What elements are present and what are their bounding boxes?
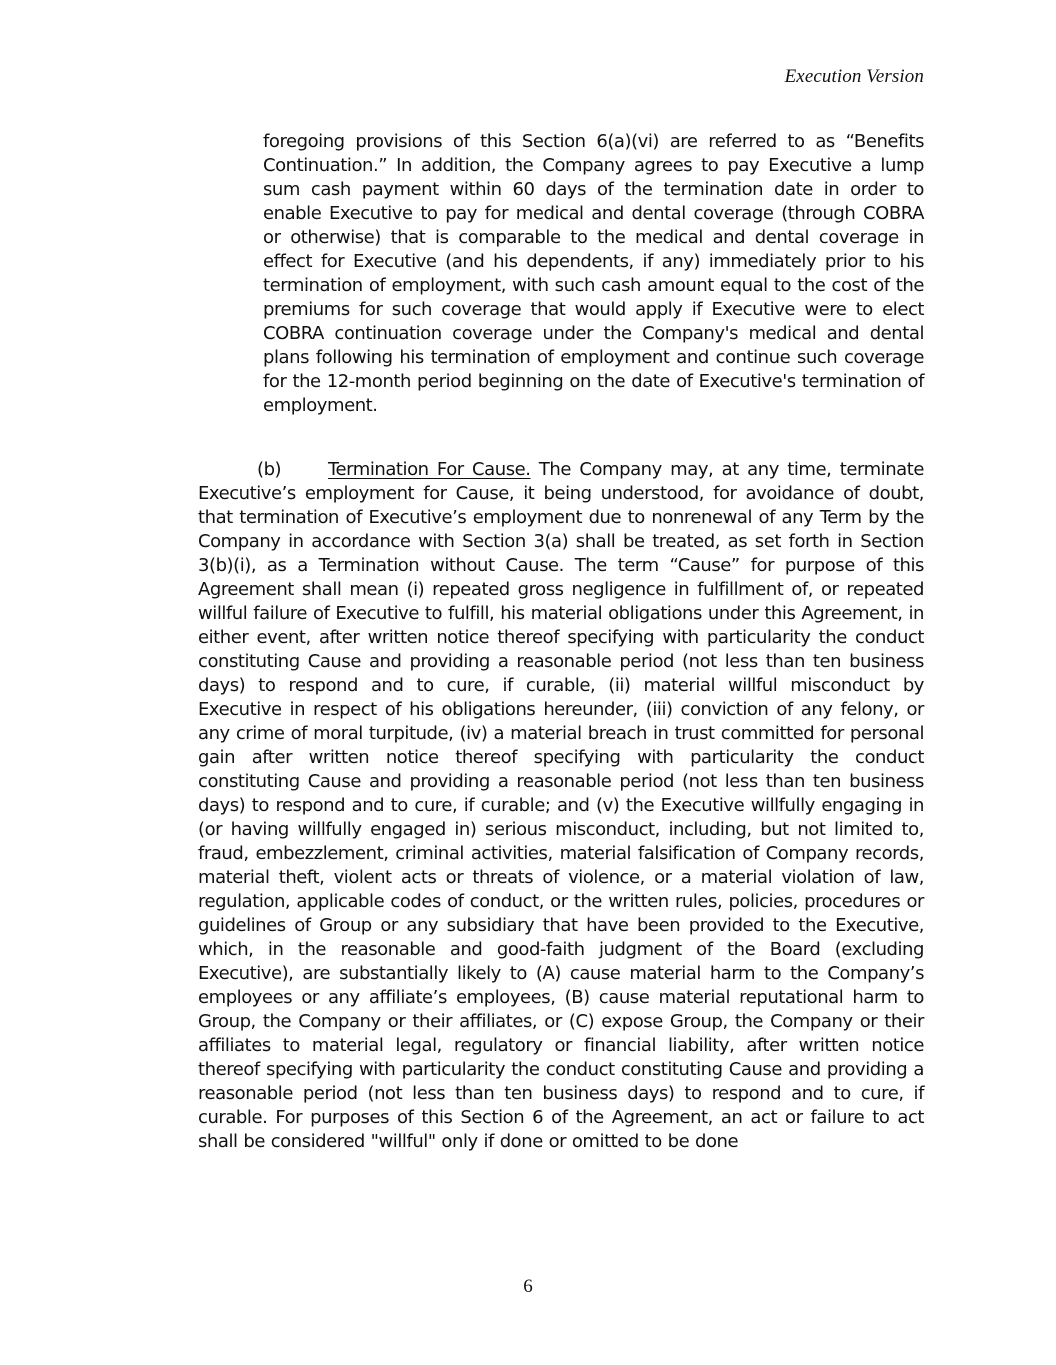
page-number: 6 (523, 1276, 533, 1297)
section-b-heading: Termination For Cause. (328, 459, 531, 480)
section-b-text: The Company may, at any time, terminate Executive’s employment for Cause, it being understood, for avoidance of doubt, that termination of Executive’s employment due to nonrenewal of any Term by the Company in accordance with Section 3(a) shall be treated, as set forth in Section 3(b)(i), as a Termination without Cause. The term “Cause” for purpose of this Agreement shall mean (i) repeated gross negligence in fulfillment of, or repeated willful failure of Executive to fulfill, his material obligations under this Agreement, in either event, after written notice thereof specifying with particularity the conduct constituting Cause and providing a reasonable period (not less than ten business days) to respond and to cure, if curable, (ii) material willful misconduct by Executive in respect of his obligations hereunder, (iii) conviction of any felony, or any crime of moral turpitude, (iv) a material breach in trust committed for personal gain after written notice thereof specifying with particularity the conduct constituting Cause and providing a reasonable period (not less than ten business days) to respond and to cure, if curable; and (v) the Executive willfully engaging in (or having willfully engaged in) serious misconduct, including, but not limited to, fraud, embezzlement, criminal activities, material falsification of Company records, material theft, violent acts or threats of violence, or a material violation of law, regulation, applicable codes of conduct, or the written rules, policies, procedures or guidelines of Group or any subsidiary that have been provided to the Executive, which, in the reasonable and good-faith judgment of the Board (excluding Executive), are substantially likely to (A) cause material harm to the Company’s employees or any affiliate’s employees, (B) cause material reputational harm to Group, the Company or their affiliates, or (C) expose Group, the Company or their affiliates to material legal, regulatory or financial liability, after written notice thereof specifying with particularity the conduct constituting Cause and providing a reasonable period (not less than ten business days) to respond and to cure, if curable. For purposes of this Section 6 of the Agreement, an act or failure to act shall be considered "willful" only if done or omitted to be done (198, 459, 924, 1152)
section-b-label: (b) (257, 459, 282, 480)
continued-paragraph: foregoing provisions of this Section 6(a)(vi) are referred to as “Benefits Continuation.” In addition, the Company agrees to pay Executive a lump sum cash payment within 60 days of the termination date in order to enable Executive to pay for medical and dental coverage (through COBRA or otherwise) that is comparable to the medical and dental coverage in effect for Executive (and his dependents, if any) immediately prior to his termination of employment, with such cash amount equal to the cost of the premiums for such coverage that would apply if Executive were to elect COBRA continuation coverage under the Company's medical and dental plans following his termination of employment and continue such coverage for the 12-month period beginning on the date of Executive's termination of employment. (263, 131, 924, 416)
document-version-header: Execution Version (784, 66, 924, 87)
section-b-paragraph (198, 458, 924, 1154)
